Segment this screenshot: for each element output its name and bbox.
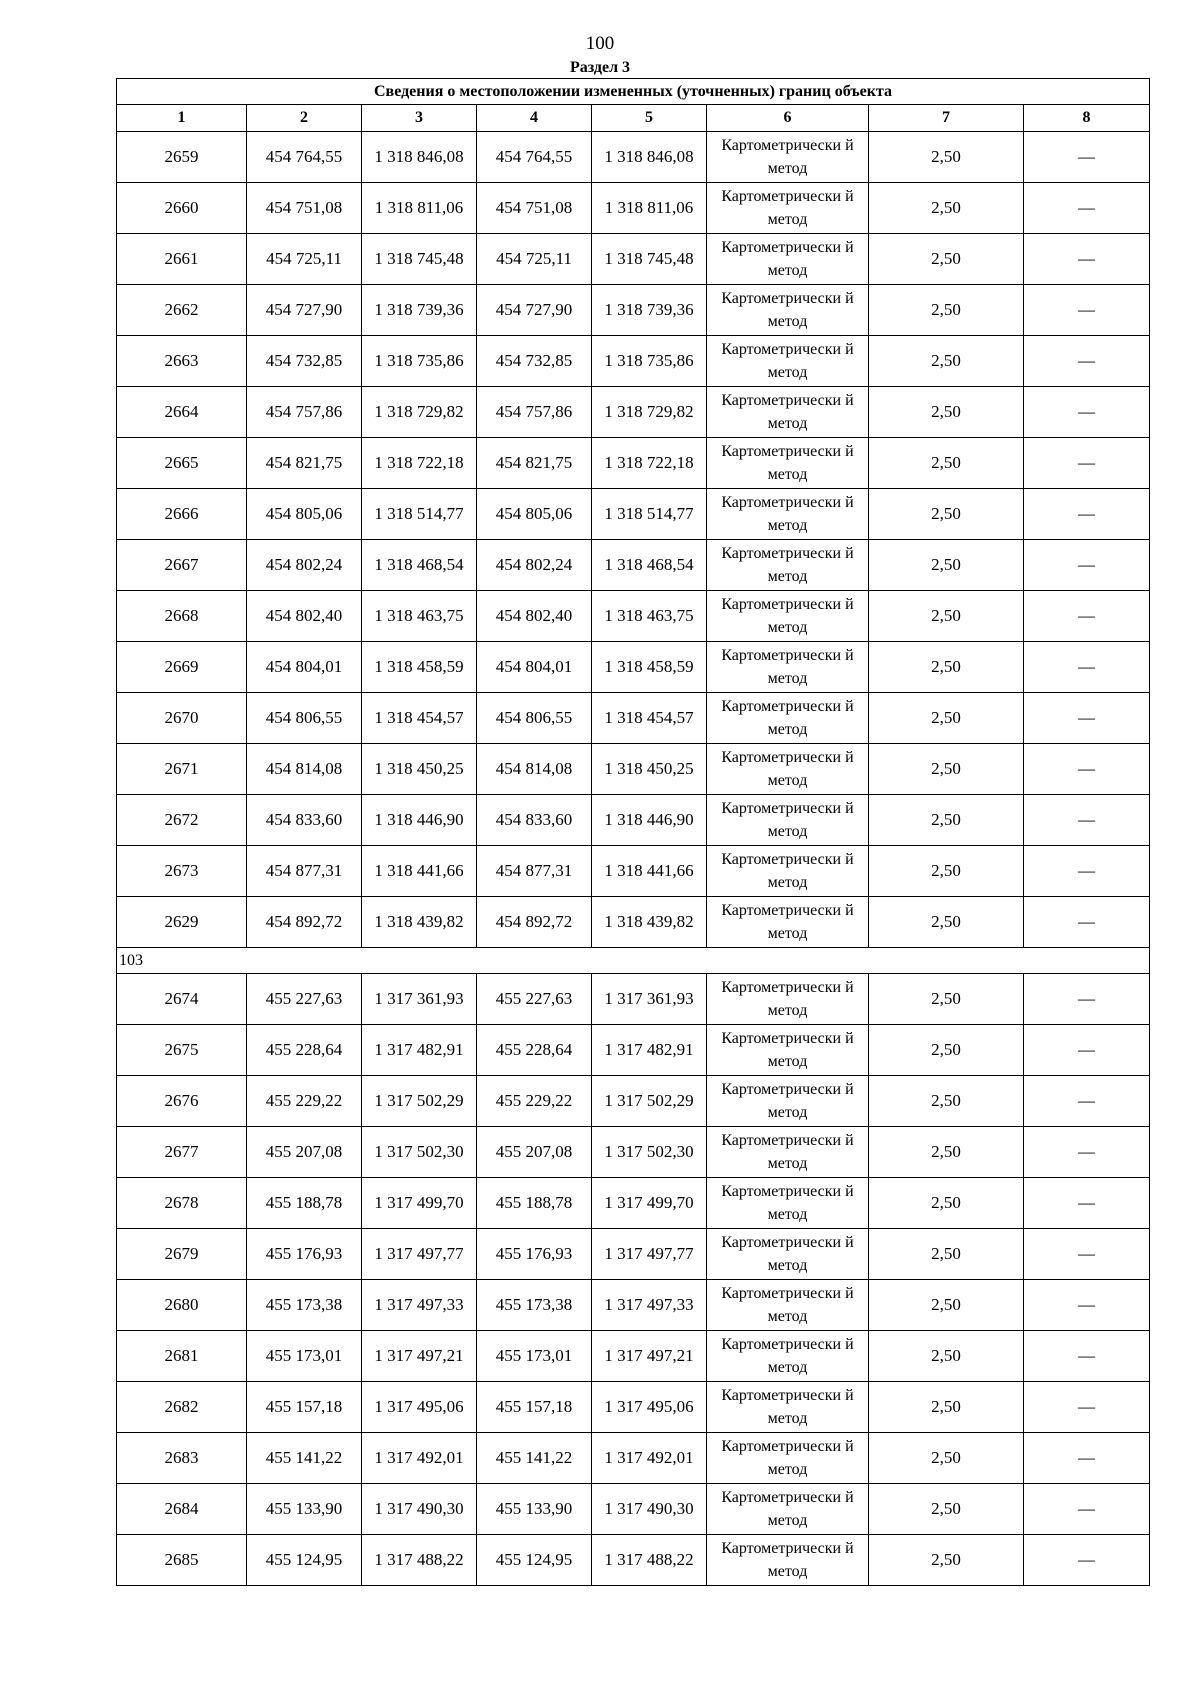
existing-y-cell: 1 318 514,77 [362,489,477,540]
refined-y-cell: 1 318 811,06 [592,183,707,234]
refined-x-cell: 455 228,64 [477,1025,592,1076]
method-cell: Картометрически й метод [707,1535,869,1586]
existing-x-cell: 454 802,40 [247,591,362,642]
existing-y-cell: 1 318 454,57 [362,693,477,744]
existing-x-cell: 455 124,95 [247,1535,362,1586]
point-number-cell: 2665 [117,438,247,489]
existing-y-cell: 1 318 846,08 [362,132,477,183]
note-cell: — [1024,438,1150,489]
existing-x-cell: 454 805,06 [247,489,362,540]
table-row [117,744,1150,795]
note-cell: — [1024,1382,1150,1433]
existing-x-cell: 455 133,90 [247,1484,362,1535]
existing-y-cell: 1 317 495,06 [362,1382,477,1433]
refined-y-cell: 1 318 739,36 [592,285,707,336]
refined-y-cell: 1 317 490,30 [592,1484,707,1535]
table-row [117,693,1150,744]
existing-y-cell: 1 318 729,82 [362,387,477,438]
refined-y-cell: 1 318 450,25 [592,744,707,795]
existing-x-cell: 455 188,78 [247,1178,362,1229]
accuracy-cell: 2,50 [869,1229,1024,1280]
existing-x-cell: 454 725,11 [247,234,362,285]
note-cell: — [1024,387,1150,438]
refined-x-cell: 454 725,11 [477,234,592,285]
refined-y-cell: 1 318 735,86 [592,336,707,387]
existing-y-cell: 1 317 361,93 [362,974,477,1025]
accuracy-cell: 2,50 [869,1280,1024,1331]
existing-y-cell: 1 318 735,86 [362,336,477,387]
refined-y-cell: 1 318 458,59 [592,642,707,693]
existing-y-cell: 1 317 482,91 [362,1025,477,1076]
refined-y-cell: 1 317 492,01 [592,1433,707,1484]
contour-label: 103 [117,948,1150,974]
refined-y-cell: 1 317 497,33 [592,1280,707,1331]
point-number-cell: 2679 [117,1229,247,1280]
method-cell: Картометрически й метод [707,642,869,693]
note-cell: — [1024,1178,1150,1229]
point-number-cell: 2681 [117,1331,247,1382]
column-header: 5 [592,105,707,132]
method-cell: Картометрически й метод [707,1331,869,1382]
refined-y-cell: 1 318 441,66 [592,846,707,897]
accuracy-cell: 2,50 [869,693,1024,744]
existing-x-cell: 455 207,08 [247,1127,362,1178]
existing-x-cell: 455 176,93 [247,1229,362,1280]
existing-x-cell: 455 173,38 [247,1280,362,1331]
point-number-cell: 2660 [117,183,247,234]
table-row [117,974,1150,1025]
note-cell: — [1024,183,1150,234]
note-cell: — [1024,1331,1150,1382]
refined-x-cell: 455 188,78 [477,1178,592,1229]
method-cell: Картометрически й метод [707,744,869,795]
table-title: Сведения о местоположении измененных (уточненных) границ объекта [117,79,1150,105]
column-header: 4 [477,105,592,132]
note-cell: — [1024,1535,1150,1586]
method-cell: Картометрически й метод [707,1178,869,1229]
refined-x-cell: 455 157,18 [477,1382,592,1433]
accuracy-cell: 2,50 [869,285,1024,336]
note-cell: — [1024,1127,1150,1178]
table-row [117,1433,1150,1484]
point-number-cell: 2680 [117,1280,247,1331]
refined-x-cell: 454 804,01 [477,642,592,693]
table-row [117,285,1150,336]
refined-x-cell: 454 814,08 [477,744,592,795]
accuracy-cell: 2,50 [869,1127,1024,1178]
point-number-cell: 2682 [117,1382,247,1433]
method-cell: Картометрически й метод [707,693,869,744]
point-number-cell: 2666 [117,489,247,540]
existing-y-cell: 1 317 497,21 [362,1331,477,1382]
method-cell: Картометрически й метод [707,795,869,846]
contour-group-row [117,948,1150,974]
note-cell: — [1024,795,1150,846]
table-row [117,1127,1150,1178]
point-number-cell: 2676 [117,1076,247,1127]
accuracy-cell: 2,50 [869,1025,1024,1076]
column-header: 2 [247,105,362,132]
point-number-cell: 2669 [117,642,247,693]
table-header-row [117,105,1150,132]
accuracy-cell: 2,50 [869,489,1024,540]
refined-x-cell: 454 877,31 [477,846,592,897]
column-header: 7 [869,105,1024,132]
table-row [117,540,1150,591]
existing-x-cell: 454 806,55 [247,693,362,744]
refined-y-cell: 1 318 446,90 [592,795,707,846]
column-header: 3 [362,105,477,132]
accuracy-cell: 2,50 [869,795,1024,846]
column-header: 6 [707,105,869,132]
table-row [117,489,1150,540]
refined-x-cell: 454 751,08 [477,183,592,234]
note-cell: — [1024,744,1150,795]
note-cell: — [1024,693,1150,744]
table-row [117,234,1150,285]
accuracy-cell: 2,50 [869,387,1024,438]
refined-x-cell: 455 229,22 [477,1076,592,1127]
accuracy-cell: 2,50 [869,1076,1024,1127]
accuracy-cell: 2,50 [869,234,1024,285]
note-cell: — [1024,489,1150,540]
note-cell: — [1024,897,1150,948]
existing-y-cell: 1 318 450,25 [362,744,477,795]
table-row [117,336,1150,387]
point-number-cell: 2668 [117,591,247,642]
existing-x-cell: 455 228,64 [247,1025,362,1076]
table-title-row [117,79,1150,105]
refined-y-cell: 1 317 502,30 [592,1127,707,1178]
existing-y-cell: 1 318 446,90 [362,795,477,846]
point-number-cell: 2677 [117,1127,247,1178]
table-row [117,795,1150,846]
point-number-cell: 2685 [117,1535,247,1586]
method-cell: Картометрически й метод [707,897,869,948]
existing-y-cell: 1 318 441,66 [362,846,477,897]
refined-x-cell: 455 207,08 [477,1127,592,1178]
existing-y-cell: 1 318 468,54 [362,540,477,591]
method-cell: Картометрически й метод [707,974,869,1025]
point-number-cell: 2674 [117,974,247,1025]
existing-x-cell: 454 877,31 [247,846,362,897]
note-cell: — [1024,285,1150,336]
method-cell: Картометрически й метод [707,132,869,183]
method-cell: Картометрически й метод [707,1076,869,1127]
refined-x-cell: 455 173,38 [477,1280,592,1331]
accuracy-cell: 2,50 [869,132,1024,183]
refined-y-cell: 1 318 463,75 [592,591,707,642]
accuracy-cell: 2,50 [869,1382,1024,1433]
method-cell: Картометрически й метод [707,183,869,234]
table-row [117,132,1150,183]
existing-y-cell: 1 318 439,82 [362,897,477,948]
point-number-cell: 2673 [117,846,247,897]
accuracy-cell: 2,50 [869,1331,1024,1382]
accuracy-cell: 2,50 [869,1535,1024,1586]
existing-y-cell: 1 318 458,59 [362,642,477,693]
refined-x-cell: 454 802,40 [477,591,592,642]
existing-x-cell: 454 833,60 [247,795,362,846]
column-header: 1 [117,105,247,132]
existing-x-cell: 454 727,90 [247,285,362,336]
refined-x-cell: 455 124,95 [477,1535,592,1586]
table-row [117,846,1150,897]
refined-y-cell: 1 318 514,77 [592,489,707,540]
note-cell: — [1024,1280,1150,1331]
note-cell: — [1024,1076,1150,1127]
point-number-cell: 2667 [117,540,247,591]
existing-x-cell: 455 141,22 [247,1433,362,1484]
refined-x-cell: 454 821,75 [477,438,592,489]
existing-x-cell: 454 804,01 [247,642,362,693]
existing-y-cell: 1 318 745,48 [362,234,477,285]
method-cell: Картометрически й метод [707,1382,869,1433]
refined-y-cell: 1 318 745,48 [592,234,707,285]
existing-x-cell: 454 821,75 [247,438,362,489]
refined-x-cell: 454 806,55 [477,693,592,744]
accuracy-cell: 2,50 [869,438,1024,489]
note-cell: — [1024,1433,1150,1484]
existing-y-cell: 1 317 502,29 [362,1076,477,1127]
method-cell: Картометрически й метод [707,234,869,285]
refined-y-cell: 1 317 502,29 [592,1076,707,1127]
method-cell: Картометрически й метод [707,1484,869,1535]
existing-y-cell: 1 317 488,22 [362,1535,477,1586]
existing-x-cell: 454 802,24 [247,540,362,591]
table-row [117,897,1150,948]
refined-x-cell: 454 757,86 [477,387,592,438]
refined-y-cell: 1 318 468,54 [592,540,707,591]
point-number-cell: 2659 [117,132,247,183]
accuracy-cell: 2,50 [869,1433,1024,1484]
refined-x-cell: 454 892,72 [477,897,592,948]
accuracy-cell: 2,50 [869,744,1024,795]
method-cell: Картометрически й метод [707,1025,869,1076]
accuracy-cell: 2,50 [869,336,1024,387]
method-cell: Картометрически й метод [707,1127,869,1178]
existing-y-cell: 1 318 722,18 [362,438,477,489]
accuracy-cell: 2,50 [869,1484,1024,1535]
table-row [117,1535,1150,1586]
existing-y-cell: 1 317 497,77 [362,1229,477,1280]
point-number-cell: 2671 [117,744,247,795]
refined-x-cell: 454 727,90 [477,285,592,336]
table-row [117,387,1150,438]
refined-x-cell: 454 764,55 [477,132,592,183]
point-number-cell: 2661 [117,234,247,285]
table-row [117,1280,1150,1331]
method-cell: Картометрически й метод [707,1433,869,1484]
section-title: Раздел 3 [569,59,631,76]
refined-y-cell: 1 317 495,06 [592,1382,707,1433]
point-number-cell: 2664 [117,387,247,438]
note-cell: — [1024,591,1150,642]
table-row [117,1382,1150,1433]
method-cell: Картометрически й метод [707,285,869,336]
existing-x-cell: 454 892,72 [247,897,362,948]
refined-y-cell: 1 318 439,82 [592,897,707,948]
note-cell: — [1024,336,1150,387]
refined-x-cell: 454 802,24 [477,540,592,591]
table-row [117,1484,1150,1535]
existing-x-cell: 454 757,86 [247,387,362,438]
refined-x-cell: 454 805,06 [477,489,592,540]
existing-x-cell: 455 173,01 [247,1331,362,1382]
refined-y-cell: 1 318 846,08 [592,132,707,183]
refined-y-cell: 1 317 497,21 [592,1331,707,1382]
note-cell: — [1024,132,1150,183]
accuracy-cell: 2,50 [869,591,1024,642]
accuracy-cell: 2,50 [869,1178,1024,1229]
point-number-cell: 2672 [117,795,247,846]
refined-x-cell: 455 133,90 [477,1484,592,1535]
point-number-cell: 2684 [117,1484,247,1535]
note-cell: — [1024,234,1150,285]
method-cell: Картометрически й метод [707,1229,869,1280]
refined-y-cell: 1 317 499,70 [592,1178,707,1229]
refined-x-cell: 455 141,22 [477,1433,592,1484]
table-row [117,438,1150,489]
existing-y-cell: 1 317 502,30 [362,1127,477,1178]
refined-x-cell: 454 833,60 [477,795,592,846]
existing-x-cell: 454 732,85 [247,336,362,387]
refined-y-cell: 1 317 488,22 [592,1535,707,1586]
note-cell: — [1024,1025,1150,1076]
note-cell: — [1024,540,1150,591]
method-cell: Картометрически й метод [707,438,869,489]
refined-y-cell: 1 317 482,91 [592,1025,707,1076]
method-cell: Картометрически й метод [707,846,869,897]
existing-x-cell: 454 751,08 [247,183,362,234]
accuracy-cell: 2,50 [869,974,1024,1025]
refined-y-cell: 1 317 361,93 [592,974,707,1025]
accuracy-cell: 2,50 [869,183,1024,234]
refined-x-cell: 455 176,93 [477,1229,592,1280]
refined-x-cell: 455 173,01 [477,1331,592,1382]
method-cell: Картометрически й метод [707,591,869,642]
table-row [117,1076,1150,1127]
note-cell: — [1024,846,1150,897]
refined-y-cell: 1 318 454,57 [592,693,707,744]
accuracy-cell: 2,50 [869,897,1024,948]
existing-y-cell: 1 317 490,30 [362,1484,477,1535]
coordinates-table [116,78,1150,1586]
existing-x-cell: 455 227,63 [247,974,362,1025]
method-cell: Картометрически й метод [707,540,869,591]
existing-y-cell: 1 318 739,36 [362,285,477,336]
refined-x-cell: 455 227,63 [477,974,592,1025]
method-cell: Картометрически й метод [707,336,869,387]
point-number-cell: 2670 [117,693,247,744]
accuracy-cell: 2,50 [869,846,1024,897]
note-cell: — [1024,1484,1150,1535]
table-row [117,1331,1150,1382]
existing-x-cell: 455 229,22 [247,1076,362,1127]
note-cell: — [1024,974,1150,1025]
existing-y-cell: 1 317 492,01 [362,1433,477,1484]
existing-x-cell: 454 814,08 [247,744,362,795]
method-cell: Картометрически й метод [707,387,869,438]
table-row [117,591,1150,642]
existing-y-cell: 1 317 497,33 [362,1280,477,1331]
method-cell: Картометрически й метод [707,489,869,540]
refined-y-cell: 1 318 722,18 [592,438,707,489]
column-header: 8 [1024,105,1150,132]
point-number-cell: 2662 [117,285,247,336]
existing-y-cell: 1 318 463,75 [362,591,477,642]
refined-y-cell: 1 317 497,77 [592,1229,707,1280]
method-cell: Картометрически й метод [707,1280,869,1331]
table-row [117,1229,1150,1280]
table-row [117,183,1150,234]
point-number-cell: 2675 [117,1025,247,1076]
refined-y-cell: 1 318 729,82 [592,387,707,438]
point-number-cell: 2683 [117,1433,247,1484]
table-row [117,1178,1150,1229]
note-cell: — [1024,642,1150,693]
accuracy-cell: 2,50 [869,540,1024,591]
point-number-cell: 2629 [117,897,247,948]
page-number: 100 [585,33,615,54]
accuracy-cell: 2,50 [869,642,1024,693]
existing-y-cell: 1 318 811,06 [362,183,477,234]
existing-y-cell: 1 317 499,70 [362,1178,477,1229]
table-row [117,642,1150,693]
point-number-cell: 2678 [117,1178,247,1229]
note-cell: — [1024,1229,1150,1280]
existing-x-cell: 454 764,55 [247,132,362,183]
point-number-cell: 2663 [117,336,247,387]
existing-x-cell: 455 157,18 [247,1382,362,1433]
refined-x-cell: 454 732,85 [477,336,592,387]
table-row [117,1025,1150,1076]
